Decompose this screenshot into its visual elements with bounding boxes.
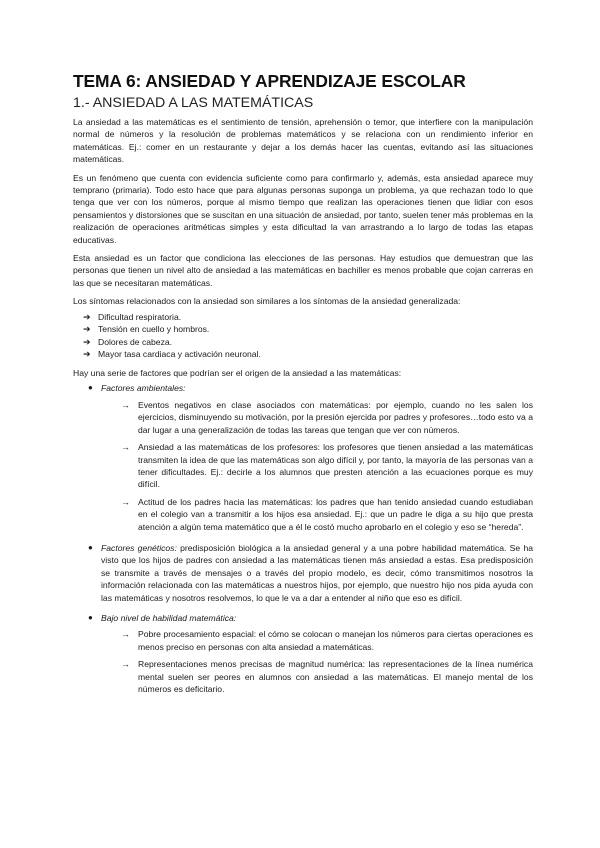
factor-environmental (73, 382, 533, 537)
list-item (83, 348, 533, 361)
symptoms-intro: Los síntomas relacionados con la ansiedad son similares a los síntomas de la ansiedad generalizada: (73, 296, 461, 307)
sub-item-text: Ansiedad a las matemáticas de los profesores: los profesores que tienen ansiedad a las matemáticas transmiten la idea de que las matemáticas son algo difícil y, por tanto, la mayoría de las personas van a tener dificultades. Ej.: decirle a los alumnos que presten atención a las ecuaciones porque es muy difícil. (138, 442, 533, 490)
factor-label: Factores genéticos: (101, 542, 177, 553)
bullet-icon: ● (88, 542, 93, 552)
document-page (73, 70, 533, 704)
arrow-icon: → (121, 629, 130, 640)
document-title: TEMA 6: ANSIEDAD Y APRENDIZAJE ESCOLAR (73, 71, 466, 91)
sub-item-text: Representaciones menos precisas de magnitud numérica: las representaciones de la línea numérica mental suelen ser peores en alumnos con ansiedad a las matemáticas. El manejo mental de los números es deficitario. (138, 659, 533, 694)
factor-text: predisposición biológica a la ansiedad general y a una pobre habilidad matemática. Se ha visto que los hijos de padres con ansiedad a las matemáticas tienen más ansiedad a estas. Esa predisposición se transmite a través de mensajes o a través del propio modelo, es decir, cómo transmitimos nosotros la información relacionada con las matemáticas a nuestros hijos, por ejemplo, que nuestro hijo nos pida ayuda con las matemáticas y nosotros resolvemos, lo que le va a dar a entender al niño que eso es difícil. (101, 542, 533, 603)
list-item (83, 336, 533, 349)
bullet-icon: ● (88, 612, 93, 622)
arrow-icon: → (121, 659, 130, 670)
factor-low-skill (73, 612, 533, 700)
sub-item-text: Pobre procesamiento espacial: el cómo se colocan o manejan los números para ciertas operaciones es menos preciso en personas con alta ansiedad a matemáticas. (138, 629, 533, 652)
list-item (101, 399, 533, 436)
arrow-icon: → (121, 442, 130, 453)
arrow-icon: ➔ (83, 324, 91, 335)
arrow-icon: → (121, 496, 130, 507)
bullet-icon: ● (88, 383, 93, 393)
factor-genetic (73, 542, 533, 608)
symptom-text: Dificultad respiratoria. (98, 311, 182, 322)
sub-item-text: Eventos negativos en clase asociados con matemáticas: por ejemplo, cuando no les salen los ejercicios, disminuyendo su motivación, por la presión ejercida por padres y profesores…todo esto va a dar lugar a una generalización de todas las tareas que tengan que ver con números. (138, 399, 533, 435)
paragraph-evidence: Es un fenómeno que cuenta con evidencia suficiente como para confirmarlo y, además, esta ansiedad aparece muy temprano (primaria). Todo esto hace que para algunas personas suponga un problema, ya que rechazan todo lo que tenga que ver con los números, porque al mismo tiempo que realizan las operaciones tienen que lidiar con esos pensamientos y distorsiones que se suscitan en una situación de ansiedad, por tanto, suelen tener más problemas en la realización de operaciones aritméticas simples y esta dificultad la van arrastrando a lo largo de todas las etapas educativas. (73, 172, 533, 245)
sub-item-text: Actitud de los padres hacia las matemáticas: los padres que han tenido ansiedad cuando estudiaban en el colegio van a transmitir a los hijos esa ansiedad. Ej.: que un padre le diga a su hijo que presta atención a algún tema matemático que a él le costó mucho aprobarlo en el colegio y eso se “hereda”. (138, 496, 533, 532)
list-item (83, 311, 533, 324)
arrow-icon: ➔ (83, 336, 91, 347)
list-item (101, 658, 533, 695)
symptoms-list (73, 311, 533, 361)
factor-label: Bajo nivel de habilidad matemática: (101, 612, 237, 623)
section-title: 1.- ANSIEDAD A LAS MATEMÁTICAS (73, 95, 314, 111)
arrow-icon: ➔ (83, 311, 91, 322)
list-item (101, 628, 533, 653)
factors-intro: Hay una serie de factores que podrían ser el origen de la ansiedad a las matemáticas: (73, 368, 402, 379)
symptom-text: Mayor tasa cardiaca y activación neuronal. (98, 349, 261, 360)
arrow-icon: ➔ (83, 349, 91, 360)
symptom-text: Dolores de cabeza. (98, 336, 173, 347)
symptom-text: Tensión en cuello y hombros. (98, 324, 210, 335)
factor-label: Factores ambientales: (101, 383, 186, 394)
list-item (83, 323, 533, 336)
paragraph-choices: Esta ansiedad es un factor que condiciona las elecciones de las personas. Hay estudios que demuestran que las personas que tienen un nivel alto de ansiedad a las matemáticas en bachiller es menos probable que cojan carreras en las que se necesitaran matemáticas. (73, 253, 533, 288)
list-item (101, 441, 533, 491)
paragraph-definition: La ansiedad a las matemáticas es el sentimiento de tensión, aprehensión o temor, que interfiere con la manipulación normal de números y la resolución de problemas matemáticos y se relaciona con un rendimiento inferior en matemáticas. Ej.: comer en un restaurante y dejar a los demás hacer las cuentas, evitando así las situaciones matemáticas. (73, 117, 533, 165)
arrow-icon: → (121, 399, 130, 410)
list-item (101, 496, 533, 533)
